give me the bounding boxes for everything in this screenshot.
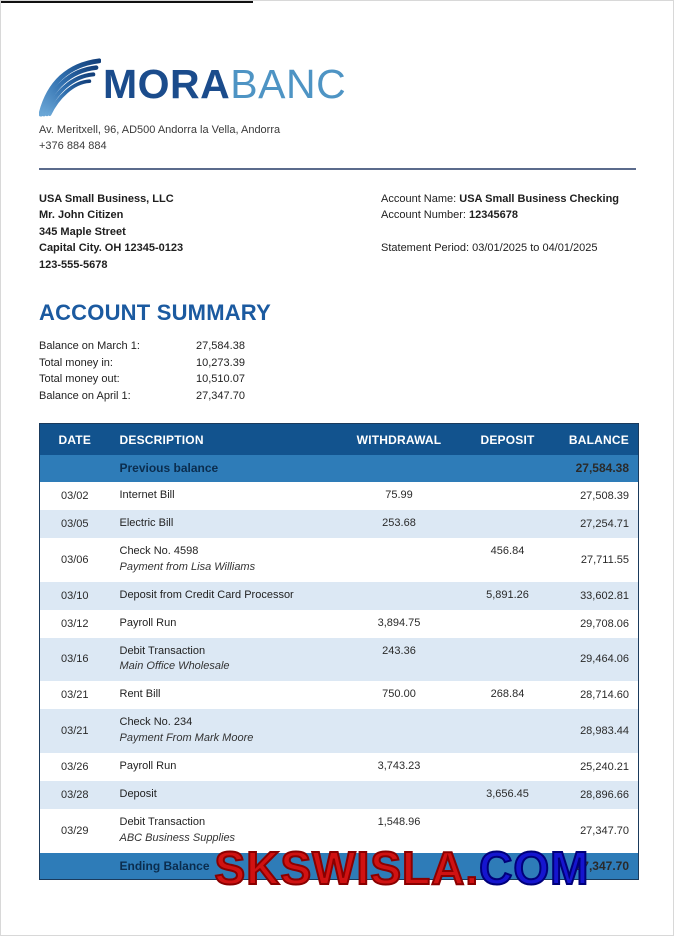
summary-value: 27,584.38	[196, 340, 245, 353]
statement-period-row	[381, 240, 636, 257]
txn-deposit	[467, 610, 549, 638]
watermark-part1: SKSWISLA	[214, 842, 466, 894]
table-row	[40, 681, 639, 709]
txn-description-sub: Main Office Wholesale	[119, 660, 230, 673]
txn-description-sub: Payment From Mark Moore	[119, 732, 254, 745]
txn-date: 03/26	[60, 761, 89, 774]
txn-description-sub: Payment from Lisa Williams	[119, 560, 256, 573]
summary-value: 10,510.07	[196, 373, 245, 386]
txn-withdrawal: 3,743.23	[377, 760, 421, 773]
txn-withdrawal: 243.36	[382, 644, 416, 657]
table-row	[40, 638, 639, 682]
statement-period-label: Statement Period:	[381, 241, 473, 254]
txn-date: 03/05	[60, 517, 89, 530]
txn-date: 03/21	[60, 725, 89, 738]
txn-deposit	[467, 510, 549, 538]
summary-rows	[39, 338, 636, 404]
account-name-value: USA Small Business Checking	[459, 192, 620, 205]
txn-deposit: 456.84	[490, 544, 525, 557]
table-row	[40, 753, 639, 781]
previous-balance-row	[40, 455, 639, 482]
txn-description: Debit Transaction	[119, 816, 206, 829]
account-number-value: 12345678	[469, 209, 518, 222]
txn-balance: 27,347.70	[580, 825, 629, 837]
txn-balance: 27,508.39	[580, 489, 629, 502]
watermark	[1, 841, 673, 895]
header-withdrawal: WITHDRAWAL	[332, 424, 467, 455]
summary-row	[39, 388, 636, 405]
txn-description: Deposit from Credit Card Processor	[119, 588, 294, 601]
account-summary-title: ACCOUNT SUMMARY	[39, 300, 271, 326]
summary-row	[39, 355, 636, 372]
account-info-block	[381, 191, 636, 274]
transaction-table-body	[40, 455, 639, 853]
table-row	[40, 582, 639, 610]
account-name-label: Account Name:	[381, 192, 460, 205]
previous-balance-label: Previous balance	[119, 461, 219, 476]
txn-withdrawal: 750.00	[382, 688, 416, 701]
txn-withdrawal: 3,894.75	[377, 616, 421, 629]
table-row	[40, 482, 639, 510]
txn-description: Deposit	[119, 788, 157, 801]
txn-balance: 27,711.55	[580, 553, 629, 566]
txn-date: 03/12	[60, 617, 89, 630]
txn-balance: 33,602.81	[580, 589, 629, 602]
txn-deposit: 268.84	[490, 688, 525, 701]
watermark-part2: COM	[479, 842, 590, 894]
txn-balance: 29,464.06	[580, 653, 629, 666]
txn-date: 03/29	[60, 825, 89, 837]
summary-row	[39, 371, 636, 388]
ending-balance-value: 27,347.70	[575, 859, 629, 874]
transaction-table	[39, 423, 639, 880]
account-name-row	[381, 191, 636, 208]
bank-address-line: Av. Meritxell, 96, AD500 Andorra la Vella, Andorra	[39, 124, 281, 136]
summary-row	[39, 338, 636, 355]
txn-withdrawal	[332, 781, 467, 809]
txn-withdrawal: 253.68	[382, 516, 416, 529]
txn-date: 03/21	[60, 689, 89, 702]
txn-deposit	[467, 638, 549, 682]
watermark-dot: .	[465, 842, 480, 894]
table-row	[40, 781, 639, 809]
summary-label: Total money out:	[39, 373, 120, 386]
table-row	[40, 610, 639, 638]
summary-label: Balance on March 1:	[39, 340, 140, 353]
txn-description-sub: ABC Business Supplies	[119, 832, 236, 844]
txn-withdrawal: 1,548.96	[377, 816, 421, 829]
txn-withdrawal	[332, 582, 467, 610]
table-header-row	[40, 424, 639, 455]
txn-description: Check No. 4598	[119, 544, 199, 557]
customer-address-block	[39, 191, 183, 274]
header-deposit: DEPOSIT	[467, 424, 549, 455]
txn-description: Check No. 234	[119, 716, 193, 729]
customer-line: Mr. John Citizen	[39, 209, 124, 222]
scan-artifact-line	[1, 1, 253, 3]
summary-label: Total money in:	[39, 356, 113, 369]
previous-balance-value: 27,584.38	[575, 461, 629, 476]
txn-balance: 27,254.71	[580, 517, 629, 530]
bank-name-light: BANC	[230, 60, 347, 107]
bank-logo-arcs-icon	[39, 57, 101, 117]
txn-balance: 25,240.21	[580, 761, 629, 774]
txn-date: 03/10	[60, 589, 89, 602]
account-number-row	[381, 207, 636, 224]
txn-description: Internet Bill	[119, 488, 175, 501]
customer-line: 345 Maple Street	[39, 225, 126, 238]
header-date: DATE	[40, 424, 110, 455]
account-number-label: Account Number:	[381, 209, 470, 222]
txn-date: 03/28	[60, 789, 89, 802]
txn-date: 03/06	[60, 553, 89, 566]
txn-balance: 28,896.66	[580, 789, 629, 802]
customer-line: 123-555-5678	[39, 258, 108, 271]
txn-balance: 28,714.60	[580, 689, 629, 702]
txn-deposit	[467, 709, 549, 753]
txn-description: Rent Bill	[119, 688, 161, 701]
txn-date: 03/16	[60, 653, 89, 666]
statement-period-value: 03/01/2025 to 04/01/2025	[472, 241, 598, 254]
table-row	[40, 510, 639, 538]
txn-balance: 29,708.06	[580, 617, 629, 630]
txn-description: Debit Transaction	[119, 644, 206, 657]
bank-phone: +376 884 884	[39, 139, 107, 152]
txn-withdrawal	[332, 538, 467, 582]
customer-line: Capital City. OH 12345-0123	[39, 242, 184, 255]
header-description: DESCRIPTION	[110, 424, 332, 455]
txn-balance: 28,983.44	[580, 725, 629, 738]
ending-balance-label: Ending Balance	[119, 859, 210, 874]
customer-line: USA Small Business, LLC	[39, 192, 174, 205]
summary-label: Balance on April 1:	[39, 389, 131, 402]
txn-deposit	[467, 482, 549, 510]
summary-value: 10,273.39	[196, 356, 245, 369]
txn-withdrawal	[332, 709, 467, 753]
bank-address-block	[39, 123, 636, 155]
bank-name	[103, 60, 347, 107]
txn-date: 03/02	[60, 489, 89, 502]
txn-description: Payroll Run	[119, 760, 177, 773]
txn-deposit: 5,891.26	[486, 588, 529, 601]
txn-description: Electric Bill	[119, 516, 174, 529]
summary-value: 27,347.70	[196, 389, 245, 402]
txn-description: Payroll Run	[119, 616, 177, 629]
header-divider	[39, 168, 636, 170]
table-row	[40, 709, 639, 753]
table-row	[40, 538, 639, 582]
bank-logo	[39, 57, 636, 117]
header-balance: BALANCE	[549, 424, 639, 455]
txn-deposit	[467, 753, 549, 781]
bank-name-bold: MORA	[103, 60, 231, 107]
txn-withdrawal: 75.99	[385, 488, 413, 501]
txn-deposit: 3,656.45	[486, 788, 529, 801]
